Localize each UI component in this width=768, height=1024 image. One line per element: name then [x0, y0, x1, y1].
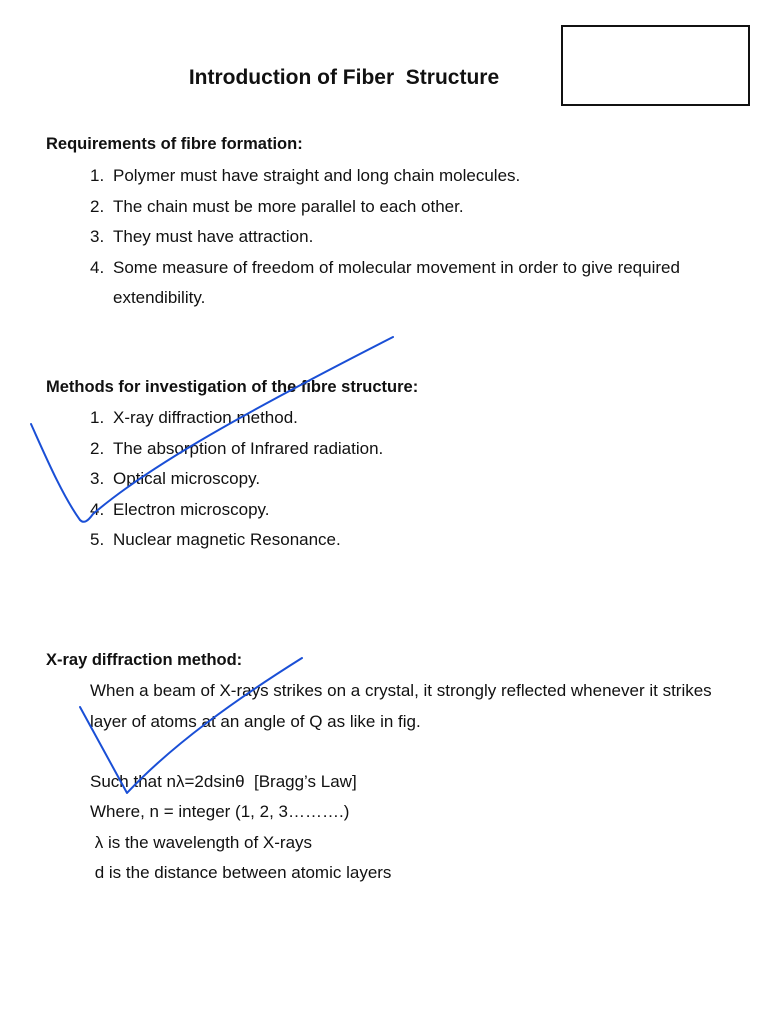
d-line: d is the distance between atomic layers — [90, 863, 392, 882]
list-item-number: 2. — [90, 438, 105, 458]
list-item-number: 5. — [90, 530, 105, 549]
list-item-text: Electron microscopy. — [113, 499, 270, 519]
list-item-text: Optical microscopy. — [113, 469, 261, 488]
list-item-text: Nuclear magnetic Resonance. — [113, 530, 341, 549]
list-item-text: Some measure of freedom of molecular movement in order to give required extendibility. — [113, 257, 680, 307]
section-heading-xray: X-ray diffraction method: — [46, 651, 243, 669]
section-heading-methods: Methods for investigation of the fibre structure: — [46, 378, 419, 396]
braggs-law-line: Such that nλ=2dsinθ [Bragg’s Law] — [90, 772, 357, 791]
list-item-number: 4. — [90, 257, 105, 277]
list-item-number: 4. — [90, 499, 105, 519]
list-item-text: The absorption of Infrared radiation. — [113, 438, 384, 458]
list-item-number: 1. — [90, 408, 105, 427]
lambda-line: λ is the wavelength of X-rays — [90, 833, 313, 852]
list-item-text: X-ray diffraction method. — [113, 408, 298, 427]
list-item-number: 1. — [90, 166, 105, 185]
xray-paragraph: When a beam of X-rays strikes on a crystal, it strongly reflected whenever it strikes layer of atoms at an angle of Q as like in fig. — [90, 681, 712, 731]
list-item-number: 2. — [90, 196, 105, 216]
list-item-number: 3. — [90, 469, 105, 488]
list-item-text: They must have attraction. — [113, 227, 314, 246]
where-line: Where, n = integer (1, 2, 3……….) — [90, 802, 350, 821]
checkmark-icon — [31, 337, 393, 522]
section-heading-requirements: Requirements of fibre formation: — [46, 135, 303, 153]
document-title: Introduction of Fiber Structure — [188, 66, 500, 89]
list-item-number: 3. — [90, 227, 105, 246]
list-item-text: Polymer must have straight and long chain molecules. — [113, 166, 521, 185]
list-item-text: The chain must be more parallel to each other. — [113, 196, 464, 216]
